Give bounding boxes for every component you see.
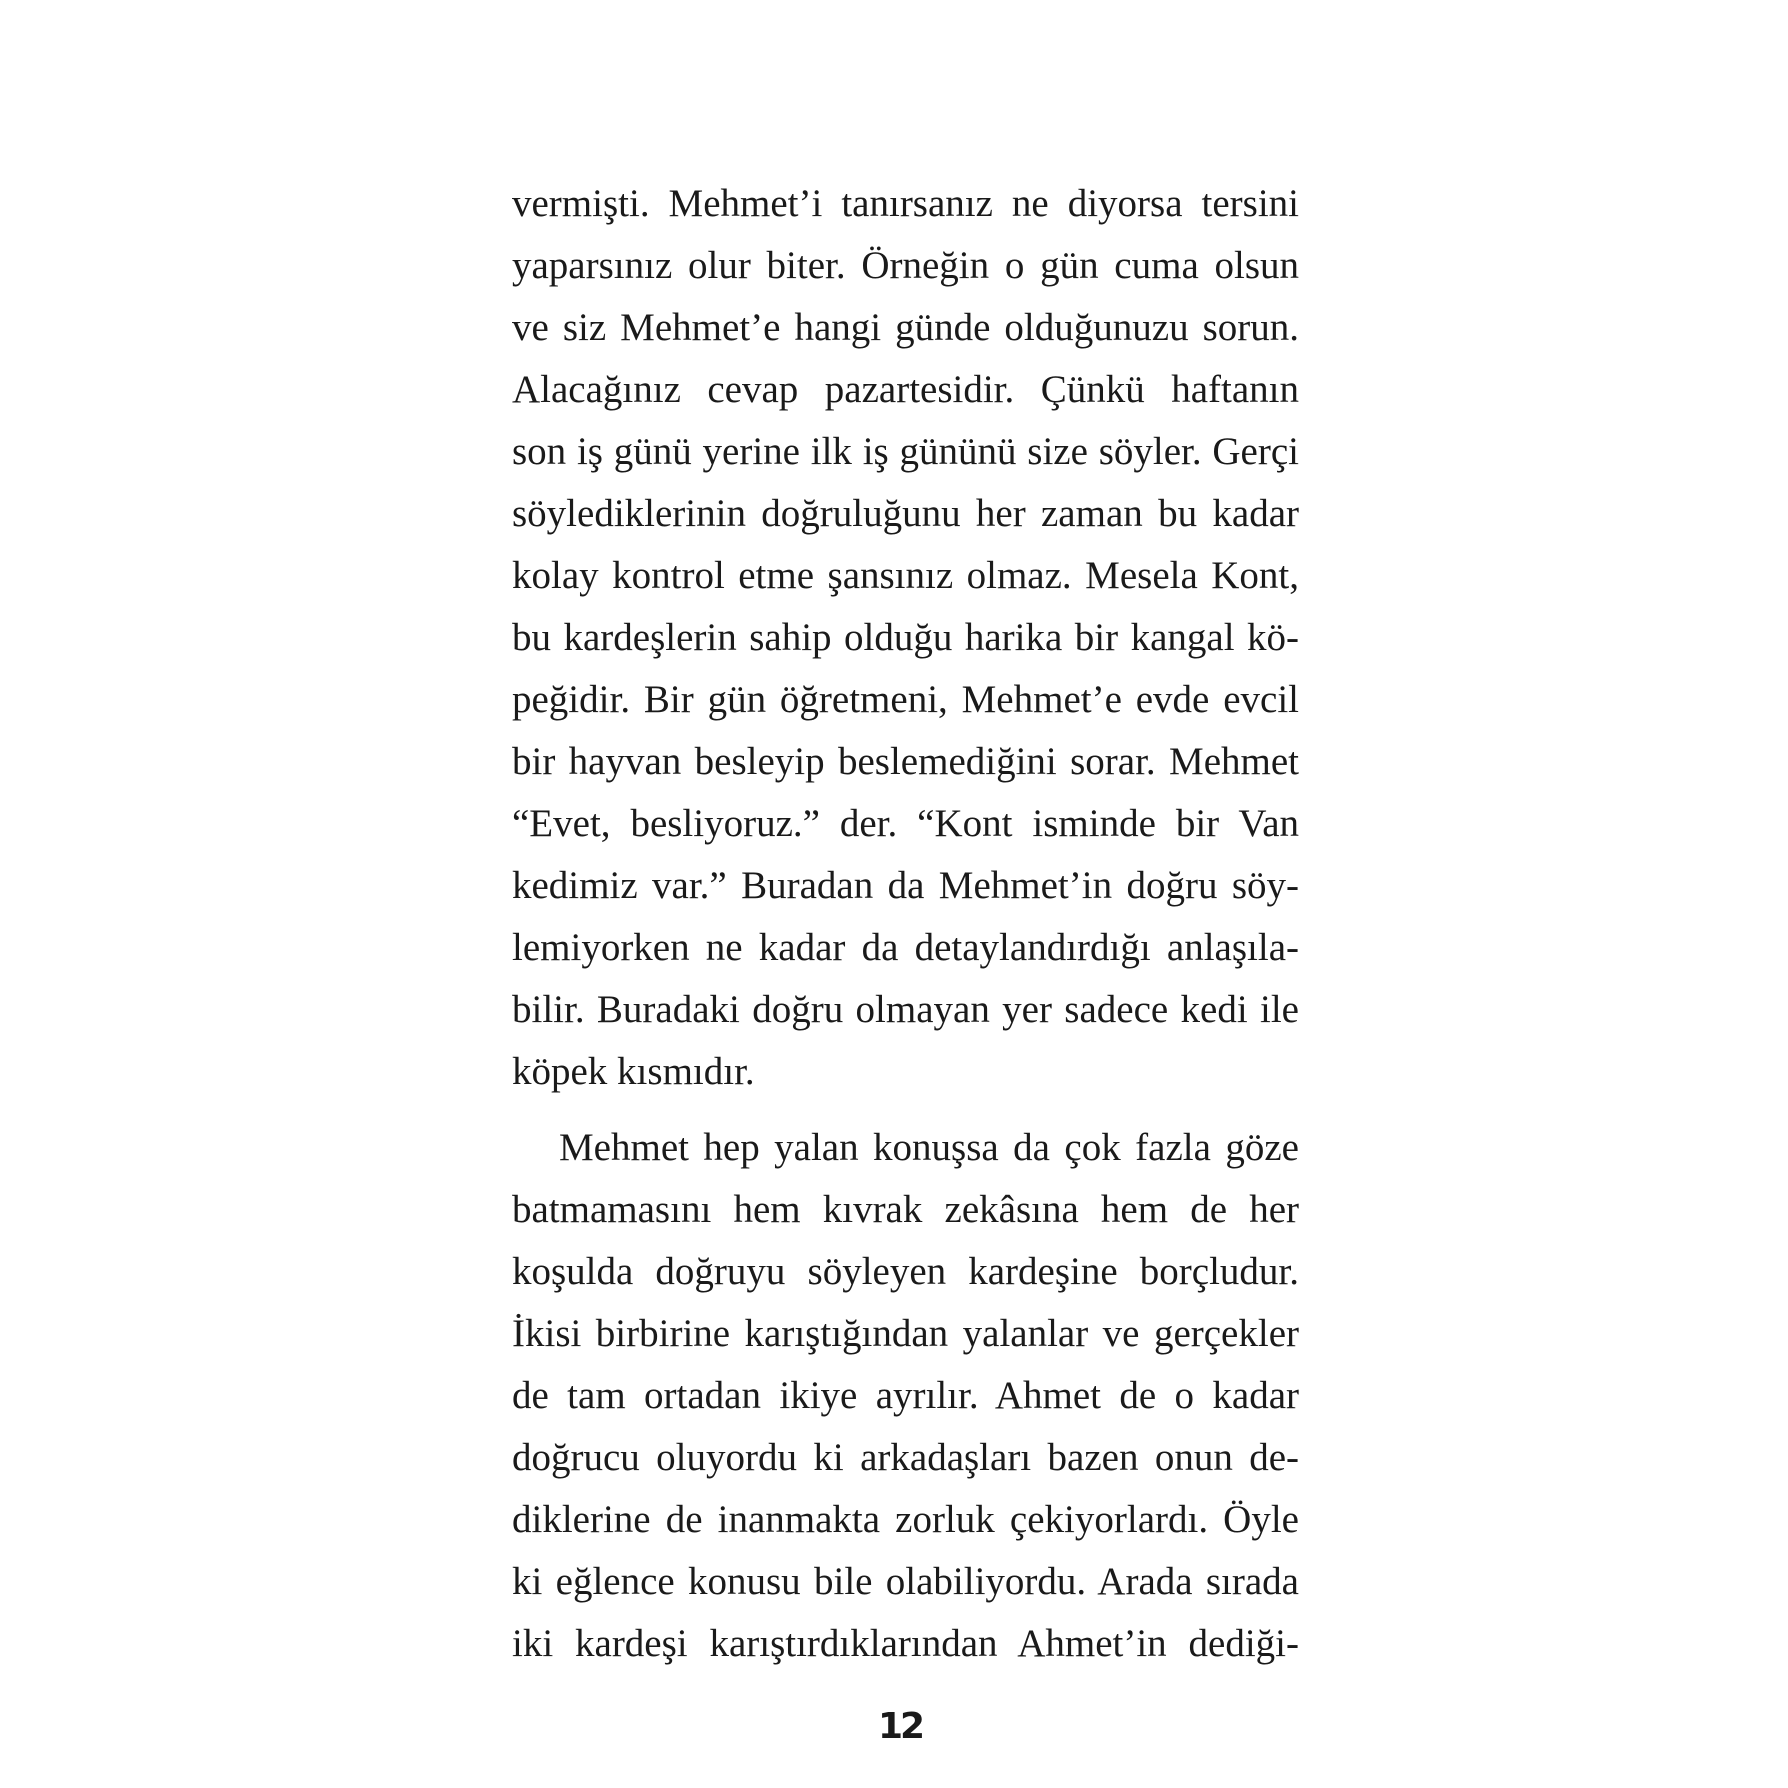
text-line: son iş günü yerine ilk iş gününü size söyler. Gerçi [512,430,1299,473]
text-line: koşulda doğruyu söyleyen kardeşine borçludur. [512,1250,1299,1293]
text-line: köpek kısmıdır. [512,1050,755,1093]
paragraph-2 [512,1117,1299,1675]
text-line: bu kardeşlerin sahip olduğu harika bir kangal kö- [512,616,1299,659]
text-line: söylediklerinin doğruluğunu her zaman bu kadar [512,492,1299,535]
page-number: 12 [877,1706,923,1747]
text-line: bilir. Buradaki doğru olmayan yer sadece kedi ile [512,988,1299,1031]
text-line: ki eğlence konusu bile olabiliyordu. Arada sırada [512,1560,1299,1603]
text-line: kolay kontrol etme şansınız olmaz. Mesela Kont, [512,554,1299,597]
text-line: vermişti. Mehmet’i tanırsanız ne diyorsa tersini [512,182,1299,225]
text-line: doğrucu oluyordu ki arkadaşları bazen onun de- [512,1436,1299,1479]
text-line: de tam ortadan ikiye ayrılır. Ahmet de o kadar [512,1374,1299,1417]
text-line: İkisi birbirine karıştığından yalanlar ve gerçekler [512,1312,1299,1355]
text-line: Alacağınız cevap pazartesidir. Çünkü haftanın [512,368,1299,411]
paragraph-gap [512,1103,1299,1117]
text-line: iki kardeşi karıştırdıklarından Ahmet’in dediği- [512,1622,1299,1665]
text-line: lemiyorken ne kadar da detaylandırdığı anlaşıla- [512,926,1299,969]
text-line: bir hayvan besleyip beslemediğini sorar. Mehmet [512,740,1299,783]
body-text [512,173,1299,1675]
text-line: Mehmet hep yalan konuşsa da çok fazla göze [559,1126,1299,1169]
text-line: ve siz Mehmet’e hangi günde olduğunuzu sorun. [512,306,1299,349]
text-line: peğidir. Bir gün öğretmeni, Mehmet’e evde evcil [512,678,1299,721]
text-line: kedimiz var.” Buradan da Mehmet’in doğru söy- [512,864,1299,907]
text-line: batmamasını hem kıvrak zekâsına hem de her [512,1188,1299,1231]
text-line: diklerine de inanmakta zorluk çekiyorlardı. Öyle [512,1498,1299,1541]
paragraph-1 [512,173,1299,1103]
text-line: yaparsınız olur biter. Örneğin o gün cuma olsun [512,244,1299,287]
text-line: “Evet, besliyoruz.” der. “Kont isminde bir Van [512,802,1299,845]
